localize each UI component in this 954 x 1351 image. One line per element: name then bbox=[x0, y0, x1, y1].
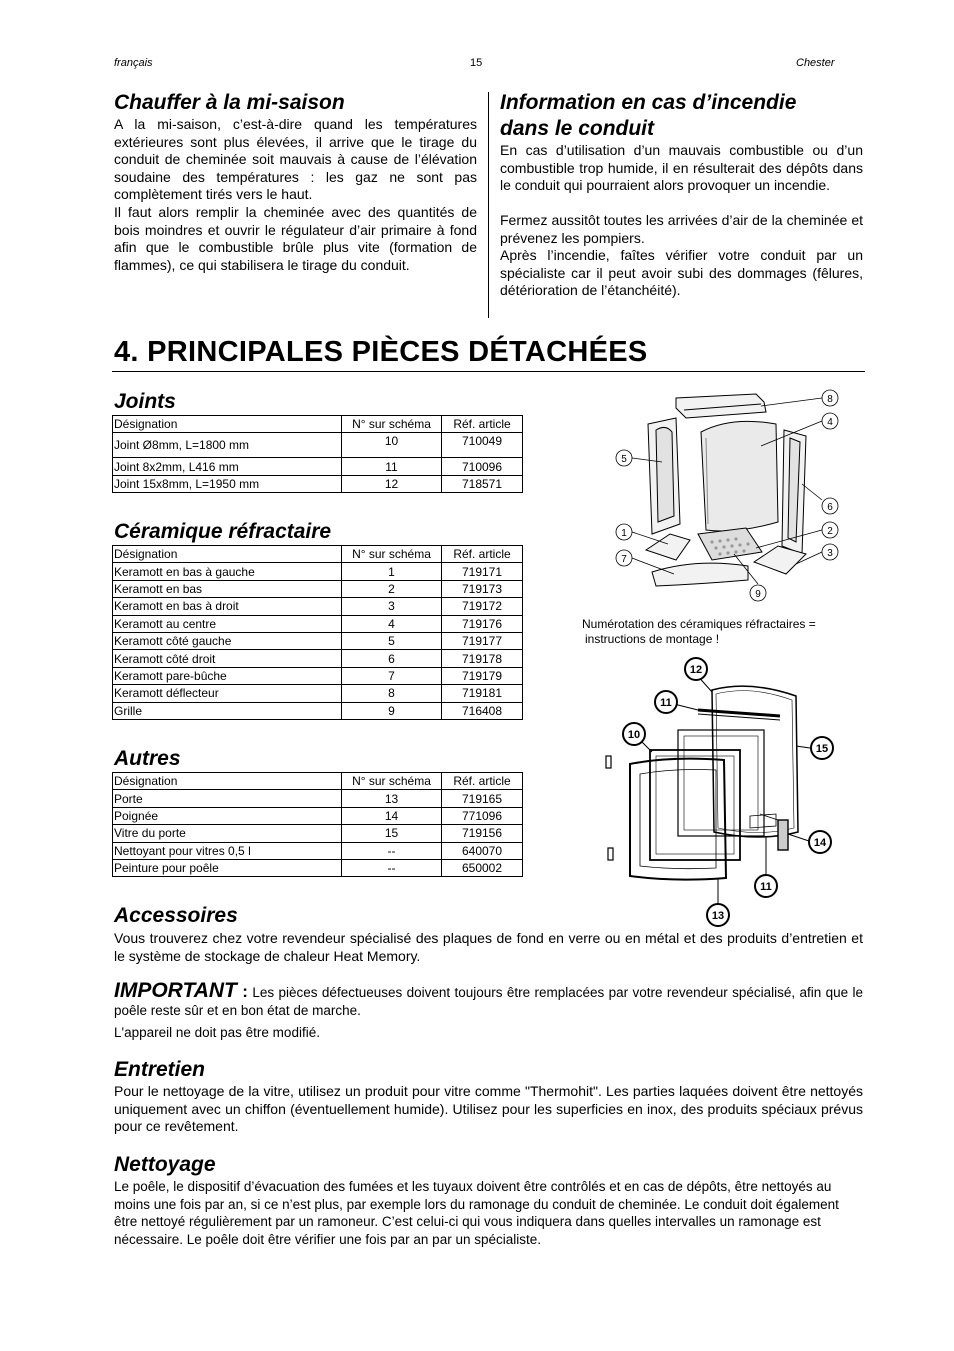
cell-designation: Vitre du porte bbox=[113, 825, 342, 842]
col-schema: N° sur schéma bbox=[342, 416, 442, 433]
cell-schema: 6 bbox=[342, 650, 442, 667]
diagram-label: 14 bbox=[813, 837, 827, 849]
section-title-mi-saison: Chauffer à la mi-saison bbox=[114, 91, 345, 114]
diagram-label: 6 bbox=[827, 502, 833, 513]
cell-ref: 719176 bbox=[442, 615, 523, 632]
important-block bbox=[114, 979, 863, 1019]
joints-table bbox=[112, 415, 523, 493]
cell-ref: 640070 bbox=[442, 842, 523, 859]
autres-table bbox=[112, 772, 523, 877]
cell-schema: 4 bbox=[342, 615, 442, 632]
table-row bbox=[113, 859, 523, 876]
section-heading bbox=[114, 336, 648, 369]
section-title-incendie-l2: dans le conduit bbox=[500, 117, 655, 140]
table-row bbox=[113, 702, 523, 719]
accessoires-text: Vous trouverez chez votre revendeur spécialisé des plaques de fond en verre ou en métal et des produits d’entretien et le système de stockage de chaleur Heat Memory. bbox=[114, 930, 863, 964]
cell-designation: Keramott en bas bbox=[113, 580, 342, 597]
cell-ref: 716408 bbox=[442, 702, 523, 719]
section-title-incendie-l1: Information en cas d’incendie bbox=[500, 91, 797, 114]
cell-schema: -- bbox=[342, 842, 442, 859]
cell-designation: Joint 15x8mm, L=1950 mm bbox=[113, 475, 342, 492]
accessoires-title: Accessoires bbox=[114, 904, 238, 927]
section-rule bbox=[112, 371, 865, 372]
table-header-row bbox=[113, 773, 523, 790]
col-schema: N° sur schéma bbox=[342, 773, 442, 790]
page-number: 15 bbox=[470, 57, 483, 69]
incendie-paragraph-1: En cas d’utilisation d’un mauvais combustible ou d’un combustible trop humide, il en résulterait des dépôts dans le conduit qui pourraient alors provoquer un incendie. bbox=[500, 142, 863, 194]
cell-designation: Keramott au centre bbox=[113, 615, 342, 632]
entretien-title: Entretien bbox=[114, 1058, 206, 1081]
cell-ref: 650002 bbox=[442, 859, 523, 876]
cell-ref: 771096 bbox=[442, 807, 523, 824]
cell-schema: 12 bbox=[342, 475, 442, 492]
table-row bbox=[113, 842, 523, 859]
cell-designation: Keramott en bas à gauche bbox=[113, 563, 342, 580]
nettoyage-title: Nettoyage bbox=[114, 1153, 216, 1176]
table-row bbox=[113, 650, 523, 667]
cell-schema: 7 bbox=[342, 667, 442, 684]
table-row bbox=[113, 458, 523, 475]
table-row bbox=[113, 433, 523, 458]
header-model: Chester bbox=[796, 57, 835, 69]
section-title: PRINCIPALES PIÈCES DÉTACHÉES bbox=[147, 336, 648, 368]
cell-ref: 719172 bbox=[442, 598, 523, 615]
important-text-2: L'appareil ne doit pas être modifié. bbox=[114, 1025, 320, 1040]
cell-designation: Grille bbox=[113, 702, 342, 719]
cell-ref: 710096 bbox=[442, 458, 523, 475]
cell-designation: Nettoyant pour vitres 0,5 l bbox=[113, 842, 342, 859]
cell-schema: 2 bbox=[342, 580, 442, 597]
cell-ref: 719165 bbox=[442, 790, 523, 807]
diagram-label: 10 bbox=[627, 729, 641, 741]
cell-schema: 1 bbox=[342, 563, 442, 580]
cell-ref: 719181 bbox=[442, 685, 523, 702]
col-ref: Réf. article bbox=[442, 416, 523, 433]
col-schema: N° sur schéma bbox=[342, 546, 442, 563]
diagram-label: 4 bbox=[827, 417, 833, 428]
diagram-label: 15 bbox=[815, 743, 829, 755]
diagram-label: 11 bbox=[660, 697, 672, 709]
cell-schema: 13 bbox=[342, 790, 442, 807]
diagram-label: 13 bbox=[711, 910, 725, 922]
table-row bbox=[113, 563, 523, 580]
mi-saison-paragraph-1: A la mi-saison, c’est-à-dire quand les températures extérieures sont plus élevées, il arrive que le tirage du conduit de cheminée soit mauvais à cause de l’élévation soudaine des températures : les gaz ne sont pas complètement tirés vers le haut. bbox=[114, 116, 477, 203]
table-row bbox=[113, 667, 523, 684]
diagram-label: 1 bbox=[621, 528, 627, 539]
cell-ref: 719173 bbox=[442, 580, 523, 597]
important-label: IMPORTANT bbox=[114, 979, 237, 1002]
cell-schema: 15 bbox=[342, 825, 442, 842]
table-row bbox=[113, 632, 523, 649]
cell-ref: 719177 bbox=[442, 632, 523, 649]
table-row bbox=[113, 598, 523, 615]
col-ref: Réf. article bbox=[442, 773, 523, 790]
cell-schema: 9 bbox=[342, 702, 442, 719]
cell-schema: 10 bbox=[342, 433, 442, 458]
mi-saison-paragraph-2: Il faut alors remplir la cheminée avec des quantités de bois moindres et ouvrir le régulateur d’air primaire à fond afin que le combustible brûle plus vite (formation de flammes), ce qui stabilisera le tirage du conduit. bbox=[114, 204, 477, 273]
col-designation: Désignation bbox=[113, 416, 342, 433]
cell-ref: 719156 bbox=[442, 825, 523, 842]
important-colon: : bbox=[236, 982, 248, 1001]
cell-schema: -- bbox=[342, 859, 442, 876]
diagram-caption-l1: Numérotation des céramiques réfractaires = bbox=[582, 617, 816, 631]
nettoyage-text: Le poêle, le dispositif d’évacuation des fumées et les tuyaux doivent être contrôlés et en cas de dépôts, être nettoyés au moins une fois par an, si ce n’est plus, par exemple lors du ramonage du conduit de cheminée. Le conduit doit également être nettoyé régulièrement par un ramoneur. C’est celui-ci qui vous indiquera dans quelles intervalles un ramonage est nécessaire. Le poêle doit être vérifier une fois par an par un spécialiste. bbox=[114, 1179, 839, 1247]
cell-schema: 11 bbox=[342, 458, 442, 475]
column-divider bbox=[488, 92, 489, 318]
diagram-label: 8 bbox=[827, 394, 833, 405]
cell-ref: 719178 bbox=[442, 650, 523, 667]
cell-designation: Joint Ø8mm, L=1800 mm bbox=[113, 433, 342, 458]
table-row bbox=[113, 685, 523, 702]
cell-designation: Poignée bbox=[113, 807, 342, 824]
table-row bbox=[113, 825, 523, 842]
cell-schema: 14 bbox=[342, 807, 442, 824]
cell-ref: 719179 bbox=[442, 667, 523, 684]
table-row bbox=[113, 615, 523, 632]
cell-designation: Peinture pour poêle bbox=[113, 859, 342, 876]
cell-designation: Keramott côté gauche bbox=[113, 632, 342, 649]
cell-designation: Joint 8x2mm, L416 mm bbox=[113, 458, 342, 475]
cell-designation: Keramott en bas à droit bbox=[113, 598, 342, 615]
cell-schema: 3 bbox=[342, 598, 442, 615]
diagram-label: 12 bbox=[689, 664, 703, 676]
table-header-row bbox=[113, 416, 523, 433]
diagram-label: 2 bbox=[827, 526, 833, 537]
cell-ref: 710049 bbox=[442, 433, 523, 458]
col-ref: Réf. article bbox=[442, 546, 523, 563]
diagram-label: 9 bbox=[755, 589, 761, 600]
important-text: Les pièces défectueuses doivent toujours être remplacées par votre revendeur spécialisé, afin que le poêle reste sûr et en bon état de marche. bbox=[114, 985, 863, 1018]
ceramique-table bbox=[112, 545, 523, 720]
door-parts-diagram bbox=[600, 656, 844, 928]
joints-title: Joints bbox=[114, 390, 176, 413]
table-row bbox=[113, 790, 523, 807]
diagram-caption-l2: instructions de montage ! bbox=[585, 632, 720, 646]
cell-designation: Keramott déflecteur bbox=[113, 685, 342, 702]
diagram-label: 3 bbox=[827, 548, 833, 559]
table-row bbox=[113, 475, 523, 492]
incendie-paragraph-2: Fermez aussitôt toutes les arrivées d’air de la cheminée et prévenez les pompiers. bbox=[500, 212, 863, 246]
cell-designation: Porte bbox=[113, 790, 342, 807]
table-header-row bbox=[113, 546, 523, 563]
table-row bbox=[113, 580, 523, 597]
incendie-paragraph-3: Après l’incendie, faîtes vérifier votre conduit par un spécialiste car il peut avoir subi des dommages (fêlures, détérioration de l’étanchéité). bbox=[500, 247, 863, 299]
ceramique-title: Céramique réfractaire bbox=[114, 520, 332, 543]
diagram-label: 5 bbox=[621, 454, 627, 465]
cell-schema: 8 bbox=[342, 685, 442, 702]
cell-designation: Keramott pare-bûche bbox=[113, 667, 342, 684]
cell-schema: 5 bbox=[342, 632, 442, 649]
col-designation: Désignation bbox=[113, 773, 342, 790]
autres-title: Autres bbox=[114, 747, 181, 770]
cell-ref: 719171 bbox=[442, 563, 523, 580]
diagram-label: 11 bbox=[760, 881, 772, 893]
header-language: français bbox=[114, 57, 153, 69]
cell-ref: 718571 bbox=[442, 475, 523, 492]
diagram-label: 7 bbox=[621, 554, 627, 565]
section-number: 4. bbox=[114, 336, 139, 368]
ceramic-parts-diagram bbox=[606, 384, 846, 606]
col-designation: Désignation bbox=[113, 546, 342, 563]
entretien-text: Pour le nettoyage de la vitre, utilisez un produit pour vitre comme "Thermohit". Les parties laquées doivent être nettoyés uniquement avec un chiffon (éventuellement humide). Utilisez pour les superficies en inox, des produits spéciaux prévus pour ce revêtement. bbox=[114, 1083, 863, 1135]
table-row bbox=[113, 807, 523, 824]
cell-designation: Keramott côté droit bbox=[113, 650, 342, 667]
